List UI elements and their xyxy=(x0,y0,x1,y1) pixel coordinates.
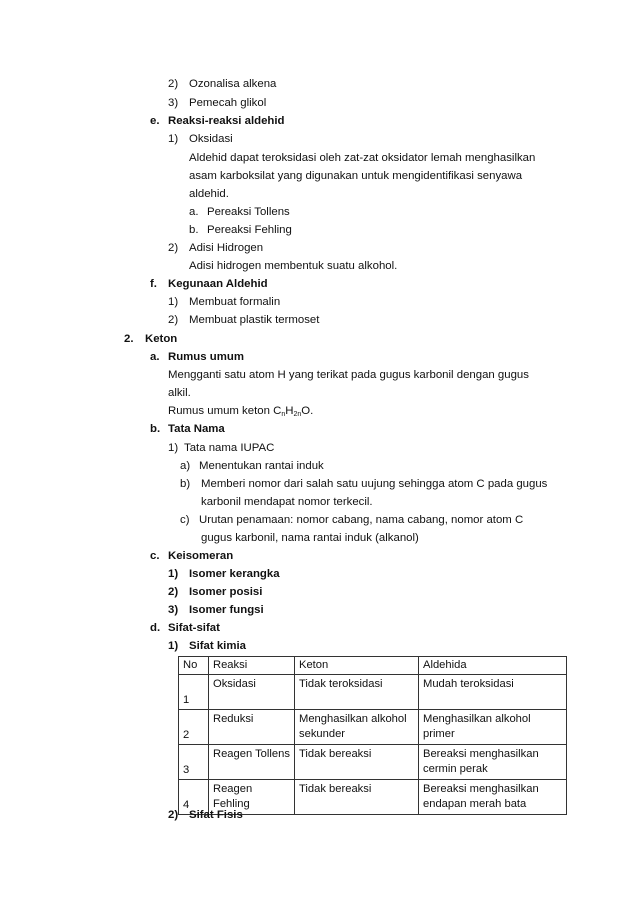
list-item-isomer-posisi xyxy=(168,586,263,598)
item-text: Isomer posisi xyxy=(189,586,263,598)
item-text: Urutan penamaan: nomor cabang, nama cabang, nomor atom C xyxy=(199,514,524,526)
table-row xyxy=(179,745,567,780)
heading-letter: f. xyxy=(150,278,157,290)
cell-no: 3 xyxy=(179,745,209,780)
item-letter: a. xyxy=(189,206,199,218)
formula-subscript: 2n xyxy=(293,411,302,418)
paragraph-line: alkil. xyxy=(168,387,191,399)
subheading-tata-nama xyxy=(150,423,225,435)
item-number: 1) xyxy=(168,442,179,454)
formula-line xyxy=(168,406,313,418)
cell-keton: Menghasilkan alkohol sekunder xyxy=(295,710,419,745)
item-text: Sifat Fisis xyxy=(189,809,243,821)
item-text: Membuat formalin xyxy=(189,296,281,308)
list-item-sifat-kimia xyxy=(168,640,246,652)
item-text: Adisi Hidrogen xyxy=(189,242,264,254)
list-item-oksidasi xyxy=(168,133,233,145)
item-text: Pemecah glikol xyxy=(189,97,267,109)
list-item-isomer-kerangka xyxy=(168,568,280,580)
heading-text: Tata Nama xyxy=(168,423,225,435)
heading-text: Keton xyxy=(145,333,178,345)
cell-keton: Tidak bereaksi xyxy=(295,745,419,780)
item-letter: b) xyxy=(180,478,191,490)
paragraph-line: Mengganti satu atom H yang terikat pada gugus karbonil dengan gugus xyxy=(168,369,529,381)
heading-letter: b. xyxy=(150,423,161,435)
paragraph-line: Aldehid dapat teroksidasi oleh zat-zat oksidator lemah menghasilkan xyxy=(189,152,536,164)
formula-hydrogen: H xyxy=(285,405,294,417)
list-item-formalin xyxy=(168,296,281,308)
item-number: 2) xyxy=(168,314,179,326)
item-text: Pereaksi Tollens xyxy=(207,206,290,218)
item-letter: a) xyxy=(180,460,191,472)
heading-text: Rumus umum xyxy=(168,351,244,363)
item-letter: b. xyxy=(189,224,199,236)
cell-keton: Tidak teroksidasi xyxy=(295,675,419,710)
table-row xyxy=(179,675,567,710)
item-text: Isomer kerangka xyxy=(189,568,280,580)
header-reaksi: Reaksi xyxy=(209,657,295,675)
item-number: 1) xyxy=(168,568,179,580)
heading-letter: a. xyxy=(150,351,160,363)
paragraph-line: karbonil mendapat nomor terkecil. xyxy=(201,496,373,508)
header-aldehida: Aldehida xyxy=(419,657,567,675)
formula-prefix: Rumus umum keton C xyxy=(168,405,282,417)
subheading-rumus-umum xyxy=(150,351,244,363)
cell-aldehida: Bereaksi menghasilkan cermin perak xyxy=(419,745,567,780)
item-text: Menentukan rantai induk xyxy=(199,460,324,472)
list-item-fehling xyxy=(189,224,292,236)
item-text: Memberi nomor dari salah satu uujung sehingga atom C pada gugus xyxy=(201,478,548,490)
paragraph-line: gugus karbonil, nama rantai induk (alkanol) xyxy=(201,532,419,544)
heading-text: Sifat-sifat xyxy=(168,622,220,634)
cell-reaksi: Oksidasi xyxy=(209,675,295,710)
item-text: Oksidasi xyxy=(189,133,233,145)
paragraph-line: asam karboksilat yang digunakan untuk mengidentifikasi senyawa xyxy=(189,170,523,182)
list-item-ozonalisa xyxy=(168,78,277,90)
cell-aldehida: Bereaksi menghasilkan endapan merah bata xyxy=(419,780,567,815)
item-number: 3) xyxy=(168,604,179,616)
cell-no: 1 xyxy=(179,675,209,710)
heading-number: 2. xyxy=(124,333,134,345)
cell-no: 2 xyxy=(179,710,209,745)
formula-suffix: O. xyxy=(301,405,314,417)
cell-aldehida: Menghasilkan alkohol primer xyxy=(419,710,567,745)
list-item-memberi-nomor xyxy=(180,478,548,490)
item-text: Isomer fungsi xyxy=(189,604,264,616)
heading-letter: c. xyxy=(150,550,160,562)
item-number: 2) xyxy=(168,586,179,598)
header-no: No xyxy=(179,657,209,675)
item-text: Ozonalisa alkena xyxy=(189,78,277,90)
item-letter: c) xyxy=(180,514,190,526)
table-header-row xyxy=(179,657,567,675)
list-item-sifat-fisis xyxy=(168,809,243,821)
list-item-adisi-hidrogen xyxy=(168,242,264,254)
cell-reaksi: Reagen Tollens xyxy=(209,745,295,780)
heading-text: Keisomeran xyxy=(168,550,234,562)
comparison-table xyxy=(178,656,567,815)
cell-aldehida: Mudah teroksidasi xyxy=(419,675,567,710)
item-text: Sifat kimia xyxy=(189,640,246,652)
cell-keton: Tidak bereaksi xyxy=(295,780,419,815)
table-row xyxy=(179,710,567,745)
item-number: 3) xyxy=(168,97,179,109)
subheading-keisomeran xyxy=(150,550,234,562)
item-number: 2) xyxy=(168,242,179,254)
list-item-pemecah-glikol xyxy=(168,97,267,109)
item-text: Pereaksi Fehling xyxy=(207,224,292,236)
cell-reaksi: Reagen Fehling xyxy=(209,780,295,815)
paragraph-line: aldehid. xyxy=(189,188,229,200)
item-number: 1) xyxy=(168,640,179,652)
cell-no: 4 xyxy=(179,780,209,815)
item-number: 1) xyxy=(168,133,179,145)
paragraph-line: Adisi hidrogen membentuk suatu alkohol. xyxy=(189,260,398,272)
list-item-rantai-induk xyxy=(180,460,324,472)
section-heading-reaksi-aldehid xyxy=(150,115,285,127)
item-number: 2) xyxy=(168,78,179,90)
heading-text: Reaksi-reaksi aldehid xyxy=(168,115,285,127)
list-item-urutan-penamaan xyxy=(180,514,524,526)
subheading-sifat-sifat xyxy=(150,622,220,634)
list-item-isomer-fungsi xyxy=(168,604,264,616)
list-item-tollens xyxy=(189,206,290,218)
heading-letter: d. xyxy=(150,622,161,634)
list-item-iupac xyxy=(168,442,275,454)
item-text: Membuat plastik termoset xyxy=(189,314,320,326)
header-keton: Keton xyxy=(295,657,419,675)
heading-text: Kegunaan Aldehid xyxy=(168,278,268,290)
item-text: Tata nama IUPAC xyxy=(184,442,275,454)
list-item-plastik xyxy=(168,314,320,326)
formula-subscript: n xyxy=(281,411,286,418)
item-number: 1) xyxy=(168,296,179,308)
heading-letter: e. xyxy=(150,115,160,127)
section-heading-kegunaan-aldehid xyxy=(150,278,268,290)
section-heading-keton xyxy=(124,333,178,345)
item-number: 2) xyxy=(168,809,179,821)
cell-reaksi: Reduksi xyxy=(209,710,295,745)
